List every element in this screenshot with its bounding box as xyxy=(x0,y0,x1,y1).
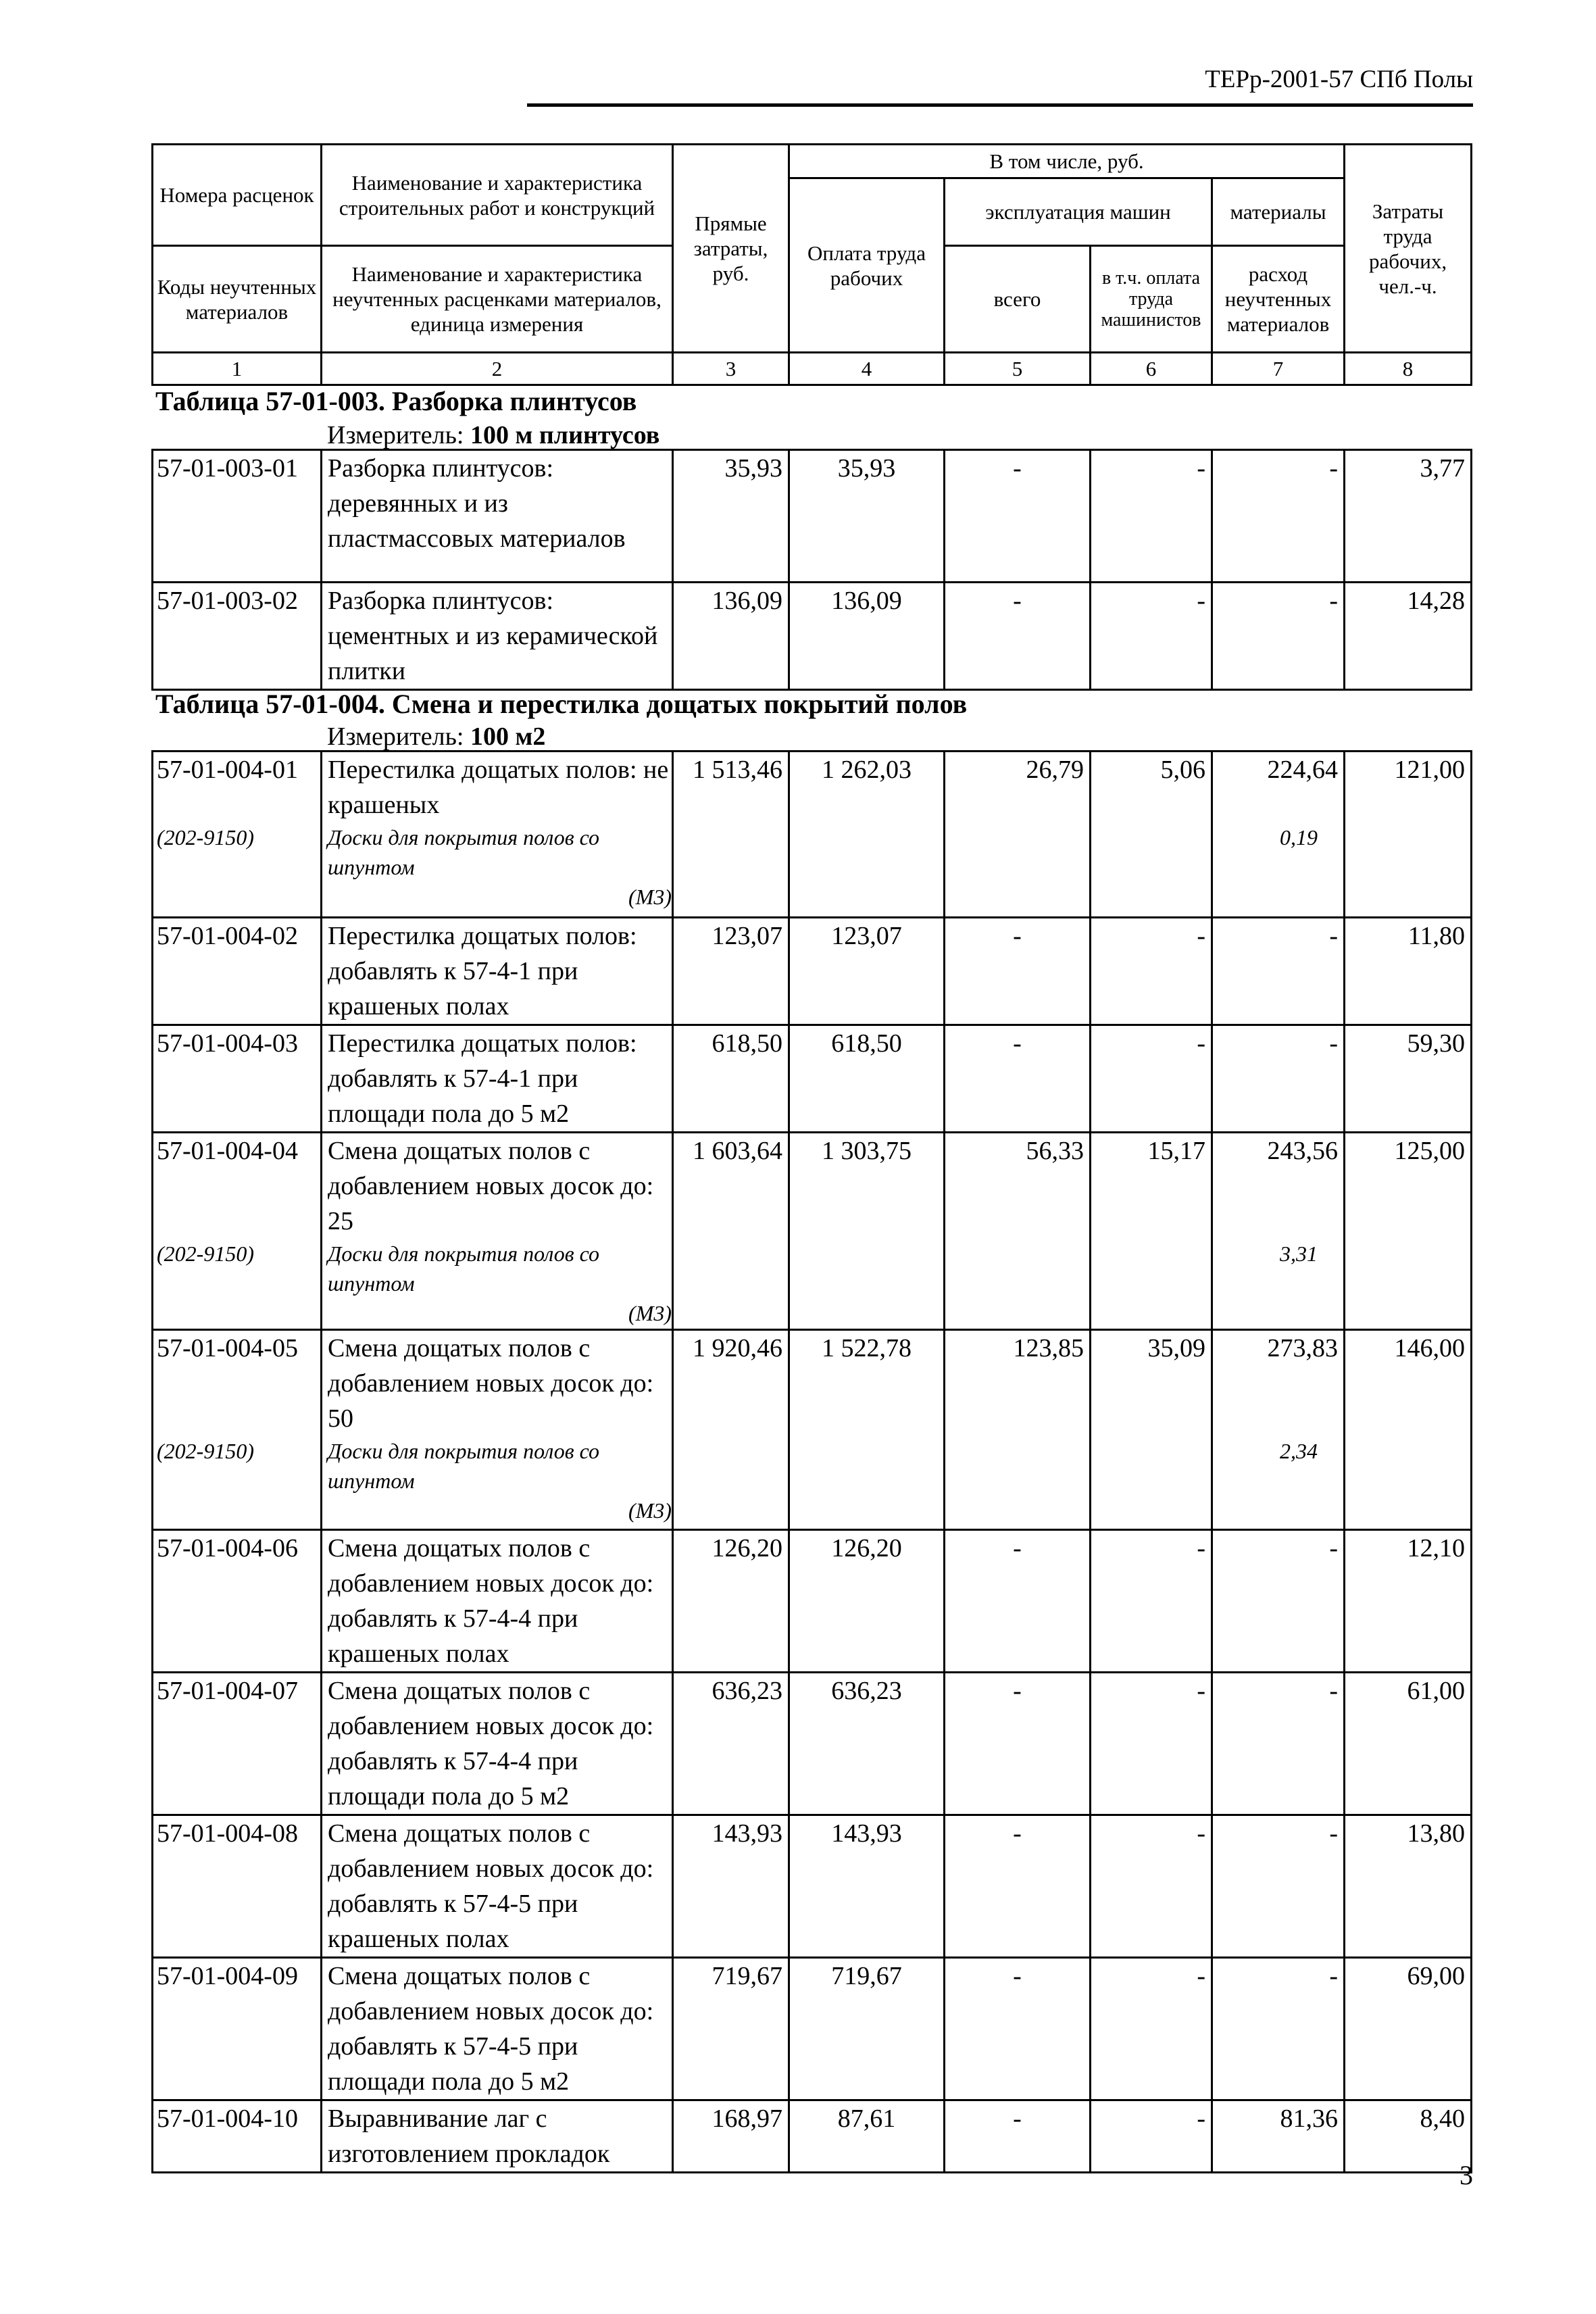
labor-pay: 1 522,78 xyxy=(789,1330,945,1530)
direct-costs: 1 920,46 xyxy=(673,1330,789,1530)
rate-code: 57-01-004-04 xyxy=(157,1137,298,1165)
header-rate-numbers: Номера расценок xyxy=(153,145,322,246)
material-name: Доски для покрытия полов со шпунтом xyxy=(328,825,600,879)
labor-pay: 136,09 xyxy=(789,583,945,690)
material-code: (202-9150) xyxy=(157,1439,254,1463)
table-row xyxy=(153,583,1472,690)
col-number-4: 4 xyxy=(789,353,945,385)
header-machines-total: всего xyxy=(945,246,1091,353)
work-name: Смена дощатых полов с добавлением новых досок до: добавлять к 57-4-5 при крашеных полах xyxy=(322,1815,673,1958)
header-material-usage: расход неучтенных материалов xyxy=(1212,246,1345,353)
rates-table-003 xyxy=(151,449,1472,691)
machines-total: 26,79 xyxy=(945,752,1091,918)
header-including: В том числе, руб. xyxy=(789,145,1345,178)
header-material-names: Наименование и характеристика неучтенных расценками материалов, единица измерения xyxy=(322,246,673,353)
direct-costs: 1 513,46 xyxy=(673,752,789,918)
table-row xyxy=(153,450,1472,583)
rate-code-cell xyxy=(153,1330,322,1530)
rate-code: 57-01-004-07 xyxy=(153,1673,322,1815)
direct-costs: 719,67 xyxy=(673,1958,789,2100)
labor-hours: 11,80 xyxy=(1345,918,1472,1025)
labor-pay: 143,93 xyxy=(789,1815,945,1958)
materials-cost: 243,56 xyxy=(1267,1137,1338,1165)
machinist-pay: 35,09 xyxy=(1091,1330,1212,1530)
material-qty: 0,19 xyxy=(1280,825,1318,850)
work-name: Смена дощатых полов с добавлением новых досок до: 25 xyxy=(328,1137,654,1235)
labor-hours: 12,10 xyxy=(1345,1530,1472,1673)
machines-total: 56,33 xyxy=(945,1133,1091,1330)
material-unit: (М3) xyxy=(628,1498,672,1523)
rate-code: 57-01-004-01 xyxy=(157,756,298,784)
table-row xyxy=(153,1958,1472,2100)
work-name: Перестилка дощатых полов: не крашеных xyxy=(328,756,669,819)
direct-costs: 1 603,64 xyxy=(673,1133,789,1330)
machinist-pay: - xyxy=(1091,918,1212,1025)
table-caption: Таблица 57-01-003. Разборка плинтусов xyxy=(155,386,637,416)
table-row xyxy=(153,2100,1472,2173)
machines-total: - xyxy=(945,1025,1091,1133)
labor-pay: 126,20 xyxy=(789,1530,945,1673)
materials-cost: - xyxy=(1212,583,1345,690)
labor-hours: 3,77 xyxy=(1345,450,1472,583)
labor-hours: 14,28 xyxy=(1345,583,1472,690)
header-machinist-pay: в т.ч. оплата труда машинистов xyxy=(1091,246,1212,353)
materials-cost: 273,83 xyxy=(1267,1334,1338,1362)
col-number-8: 8 xyxy=(1345,353,1472,385)
material-name: Доски для покрытия полов со шпунтом xyxy=(328,1241,600,1296)
labor-hours: 59,30 xyxy=(1345,1025,1472,1133)
machinist-pay: 15,17 xyxy=(1091,1133,1212,1330)
col-number-1: 1 xyxy=(153,353,322,385)
direct-costs: 636,23 xyxy=(673,1673,789,1815)
table-row xyxy=(153,1133,1472,1330)
meter-label: Измеритель: xyxy=(327,421,464,449)
meter-label: Измеритель: xyxy=(327,722,464,751)
labor-hours: 13,80 xyxy=(1345,1815,1472,1958)
header-direct-costs: Прямые затраты, руб. xyxy=(673,145,789,353)
direct-costs: 168,97 xyxy=(673,2100,789,2173)
direct-costs: 126,20 xyxy=(673,1530,789,1673)
meter-value: 100 м плинтусов xyxy=(470,421,660,449)
labor-pay: 1 303,75 xyxy=(789,1133,945,1330)
machinist-pay: - xyxy=(1091,2100,1212,2173)
work-name: Разборка плинтусов: цементных и из керамической плитки xyxy=(322,583,673,690)
material-code: (202-9150) xyxy=(157,825,254,850)
material-qty: 2,34 xyxy=(1280,1439,1318,1463)
machines-total: - xyxy=(945,918,1091,1025)
header-labor-hours: Затраты труда рабочих, чел.-ч. xyxy=(1345,145,1472,353)
materials-cost: - xyxy=(1212,1530,1345,1673)
materials-cell xyxy=(1212,1133,1345,1330)
machines-total: - xyxy=(945,2100,1091,2173)
labor-pay: 1 262,03 xyxy=(789,752,945,918)
material-name: Доски для покрытия полов со шпунтом xyxy=(328,1439,600,1493)
table-row xyxy=(153,1815,1472,1958)
material-unit: (М3) xyxy=(628,885,672,909)
header-materials: материалы xyxy=(1212,178,1345,246)
direct-costs: 618,50 xyxy=(673,1025,789,1133)
table-meter xyxy=(327,420,659,450)
machines-total: - xyxy=(945,450,1091,583)
machinist-pay: - xyxy=(1091,450,1212,583)
col-number-2: 2 xyxy=(322,353,673,385)
col-number-3: 3 xyxy=(673,353,789,385)
machines-total: - xyxy=(945,583,1091,690)
labor-hours: 146,00 xyxy=(1345,1330,1472,1530)
work-name: Смена дощатых полов с добавлением новых досок до: добавлять к 57-4-4 при площади пола до 5 м2 xyxy=(322,1673,673,1815)
col-number-5: 5 xyxy=(945,353,1091,385)
machinist-pay: 5,06 xyxy=(1091,752,1212,918)
machinist-pay: - xyxy=(1091,1815,1212,1958)
direct-costs: 143,93 xyxy=(673,1815,789,1958)
rate-code: 57-01-004-08 xyxy=(153,1815,322,1958)
labor-hours: 125,00 xyxy=(1345,1133,1472,1330)
work-name: Смена дощатых полов с добавлением новых досок до: 50 xyxy=(328,1334,654,1433)
rate-code: 57-01-003-01 xyxy=(153,450,322,583)
labor-hours: 121,00 xyxy=(1345,752,1472,918)
table-caption: Таблица 57-01-004. Смена и перестилка дощатых покрытий полов xyxy=(155,689,968,719)
rate-code: 57-01-004-05 xyxy=(157,1334,298,1362)
rate-code-cell xyxy=(153,752,322,918)
materials-cost: - xyxy=(1212,918,1345,1025)
work-name-cell xyxy=(322,752,673,918)
machines-total: - xyxy=(945,1958,1091,2100)
rate-code: 57-01-004-06 xyxy=(153,1530,322,1673)
machinist-pay: - xyxy=(1091,1673,1212,1815)
materials-cost: - xyxy=(1212,450,1345,583)
machines-total: - xyxy=(945,1673,1091,1815)
labor-pay: 87,61 xyxy=(789,2100,945,2173)
material-code: (202-9150) xyxy=(157,1241,254,1266)
table-row xyxy=(153,1330,1472,1530)
material-unit: (М3) xyxy=(628,1301,672,1325)
labor-hours: 8,40 xyxy=(1345,2100,1472,2173)
labor-pay: 123,07 xyxy=(789,918,945,1025)
machines-total: - xyxy=(945,1530,1091,1673)
work-name: Смена дощатых полов с добавлением новых досок до: добавлять к 57-4-5 при площади пола до 5 м2 xyxy=(322,1958,673,2100)
meter-value: 100 м2 xyxy=(470,722,546,751)
header-rule xyxy=(527,103,1473,107)
materials-cost: 224,64 xyxy=(1267,756,1338,784)
machinist-pay: - xyxy=(1091,1530,1212,1673)
labor-hours: 61,00 xyxy=(1345,1673,1472,1815)
materials-cell xyxy=(1212,752,1345,918)
machines-total: 123,85 xyxy=(945,1330,1091,1530)
rate-code: 57-01-003-02 xyxy=(153,583,322,690)
direct-costs: 123,07 xyxy=(673,918,789,1025)
col-number-6: 6 xyxy=(1091,353,1212,385)
header-machines: эксплуатация машин xyxy=(945,178,1212,246)
direct-costs: 35,93 xyxy=(673,450,789,583)
materials-cost: - xyxy=(1212,1815,1345,1958)
rate-code: 57-01-004-03 xyxy=(153,1025,322,1133)
material-qty: 3,31 xyxy=(1280,1241,1318,1266)
table-row xyxy=(153,1025,1472,1133)
table-row xyxy=(153,1673,1472,1815)
machines-total: - xyxy=(945,1815,1091,1958)
work-name: Выравнивание лаг с изготовлением прокладок xyxy=(322,2100,673,2173)
materials-cost: - xyxy=(1212,1025,1345,1133)
rate-code-cell xyxy=(153,1133,322,1330)
document-title: ТЕРр-2001-57 СПб Полы xyxy=(1205,66,1473,93)
rate-code: 57-01-004-09 xyxy=(153,1958,322,2100)
materials-cost: - xyxy=(1212,1958,1345,2100)
work-name: Разборка плинтусов: деревянных и из пластмассовых материалов xyxy=(322,450,673,583)
column-header-table xyxy=(151,143,1472,386)
work-name: Смена дощатых полов с добавлением новых досок до: добавлять к 57-4-4 при крашеных полах xyxy=(322,1530,673,1673)
machinist-pay: - xyxy=(1091,583,1212,690)
materials-cost: - xyxy=(1212,1673,1345,1815)
work-name: Перестилка дощатых полов: добавлять к 57-4-1 при площади пола до 5 м2 xyxy=(322,1025,673,1133)
labor-pay: 35,93 xyxy=(789,450,945,583)
machinist-pay: - xyxy=(1091,1025,1212,1133)
work-name-cell xyxy=(322,1133,673,1330)
work-name-cell xyxy=(322,1330,673,1530)
header-labor-pay: Оплата труда рабочих xyxy=(789,178,945,353)
work-name: Перестилка дощатых полов: добавлять к 57-4-1 при крашеных полах xyxy=(322,918,673,1025)
table-row xyxy=(153,918,1472,1025)
col-number-7: 7 xyxy=(1212,353,1345,385)
header-material-codes: Коды неучтенных материалов xyxy=(153,246,322,353)
rate-code: 57-01-004-10 xyxy=(153,2100,322,2173)
page-header xyxy=(527,59,1473,107)
header-work-name: Наименование и характеристика строительных работ и конструкций xyxy=(322,145,673,246)
labor-pay: 618,50 xyxy=(789,1025,945,1133)
page-number: 3 xyxy=(1460,2160,1473,2190)
table-meter xyxy=(327,722,545,752)
materials-cell xyxy=(1212,1330,1345,1530)
rates-table-004 xyxy=(151,750,1472,2173)
table-row xyxy=(153,752,1472,918)
machinist-pay: - xyxy=(1091,1958,1212,2100)
direct-costs: 136,09 xyxy=(673,583,789,690)
table-row xyxy=(153,1530,1472,1673)
materials-cost: 81,36 xyxy=(1212,2100,1345,2173)
labor-hours: 69,00 xyxy=(1345,1958,1472,2100)
labor-pay: 636,23 xyxy=(789,1673,945,1815)
labor-pay: 719,67 xyxy=(789,1958,945,2100)
rate-code: 57-01-004-02 xyxy=(153,918,322,1025)
